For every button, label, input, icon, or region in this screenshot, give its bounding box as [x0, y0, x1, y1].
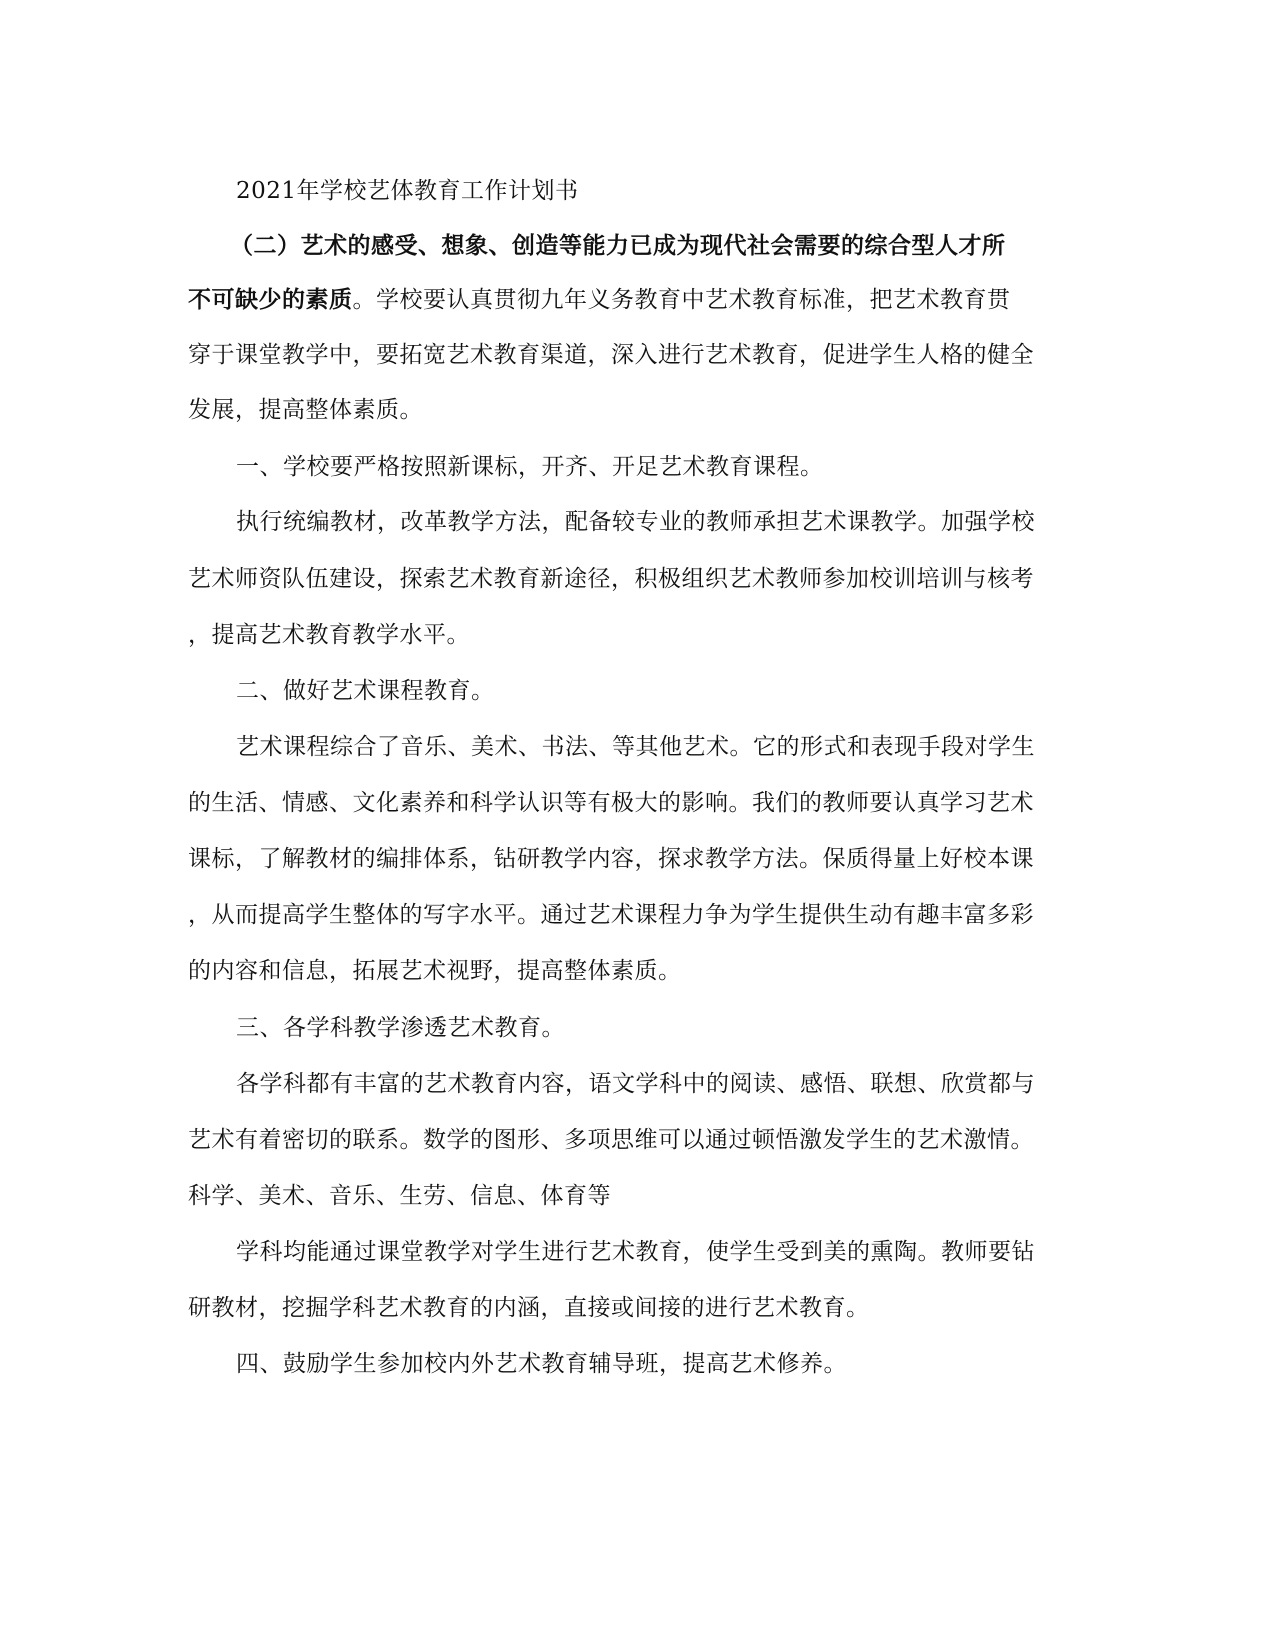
section-heading-2: 二、做好艺术课程教育。 [236, 678, 495, 704]
paragraph-line [188, 286, 1011, 314]
paragraph-line: ，从而提高学生整体的写字水平。通过艺术课程力争为学生提供生动有趣丰富多彩 [188, 902, 1034, 928]
paragraph-line-rest: 。学校要认真贯彻九年义务教育中艺术教育标准，把艺术教育贯 [352, 287, 1011, 313]
section-heading-3: 三、各学科教学渗透艺术教育。 [236, 1015, 565, 1041]
paragraph-line: 研教材，挖掘学科艺术教育的内涵，直接或间接的进行艺术教育。 [188, 1295, 870, 1321]
paragraph-line: ，提高艺术教育教学水平。 [188, 622, 470, 648]
section-heading-4: 四、鼓励学生参加校内外艺术教育辅导班，提高艺术修养。 [236, 1351, 847, 1377]
bold-phrase: 不可缺少的素质 [188, 286, 353, 313]
paragraph-line: 的生活、情感、文化素养和科学认识等有极大的影响。我们的教师要认真学习艺术 [188, 790, 1034, 816]
paragraph-line: 发展，提高整体素质。 [188, 397, 423, 423]
document-title: 2021年学校艺体教育工作计划书 [236, 178, 579, 204]
paragraph-line: 的内容和信息，拓展艺术视野，提高整体素质。 [188, 958, 682, 984]
paragraph-line: （二）艺术的感受、想象、创造等能力已成为现代社会需要的综合型人才所 [230, 232, 1006, 259]
paragraph-line: 课标，了解教材的编排体系，钻研教学内容，探求教学方法。保质得量上好校本课 [188, 846, 1034, 872]
paragraph-line: 科学、美术、音乐、生劳、信息、体育等 [188, 1183, 611, 1209]
paragraph-line: 艺术课程综合了音乐、美术、书法、等其他艺术。它的形式和表现手段对学生 [236, 734, 1035, 760]
paragraph-line: 执行统编教材，改革教学方法，配备较专业的教师承担艺术课教学。加强学校 [236, 509, 1035, 535]
section-heading-1: 一、学校要严格按照新课标，开齐、开足艺术教育课程。 [236, 454, 824, 480]
paragraph-line: 学科均能通过课堂教学对学生进行艺术教育，使学生受到美的熏陶。教师要钻 [236, 1239, 1035, 1265]
paragraph-line: 艺术有着密切的联系。数学的图形、多项思维可以通过顿悟激发学生的艺术激情。 [188, 1127, 1034, 1153]
paragraph-line: 艺术师资队伍建设，探索艺术教育新途径，积极组织艺术教师参加校训培训与核考 [188, 566, 1034, 592]
paragraph-line: 各学科都有丰富的艺术教育内容，语文学科中的阅读、感悟、联想、欣赏都与 [236, 1071, 1035, 1097]
paragraph-line: 穿于课堂教学中，要拓宽艺术教育渠道，深入进行艺术教育，促进学生人格的健全 [188, 342, 1034, 368]
